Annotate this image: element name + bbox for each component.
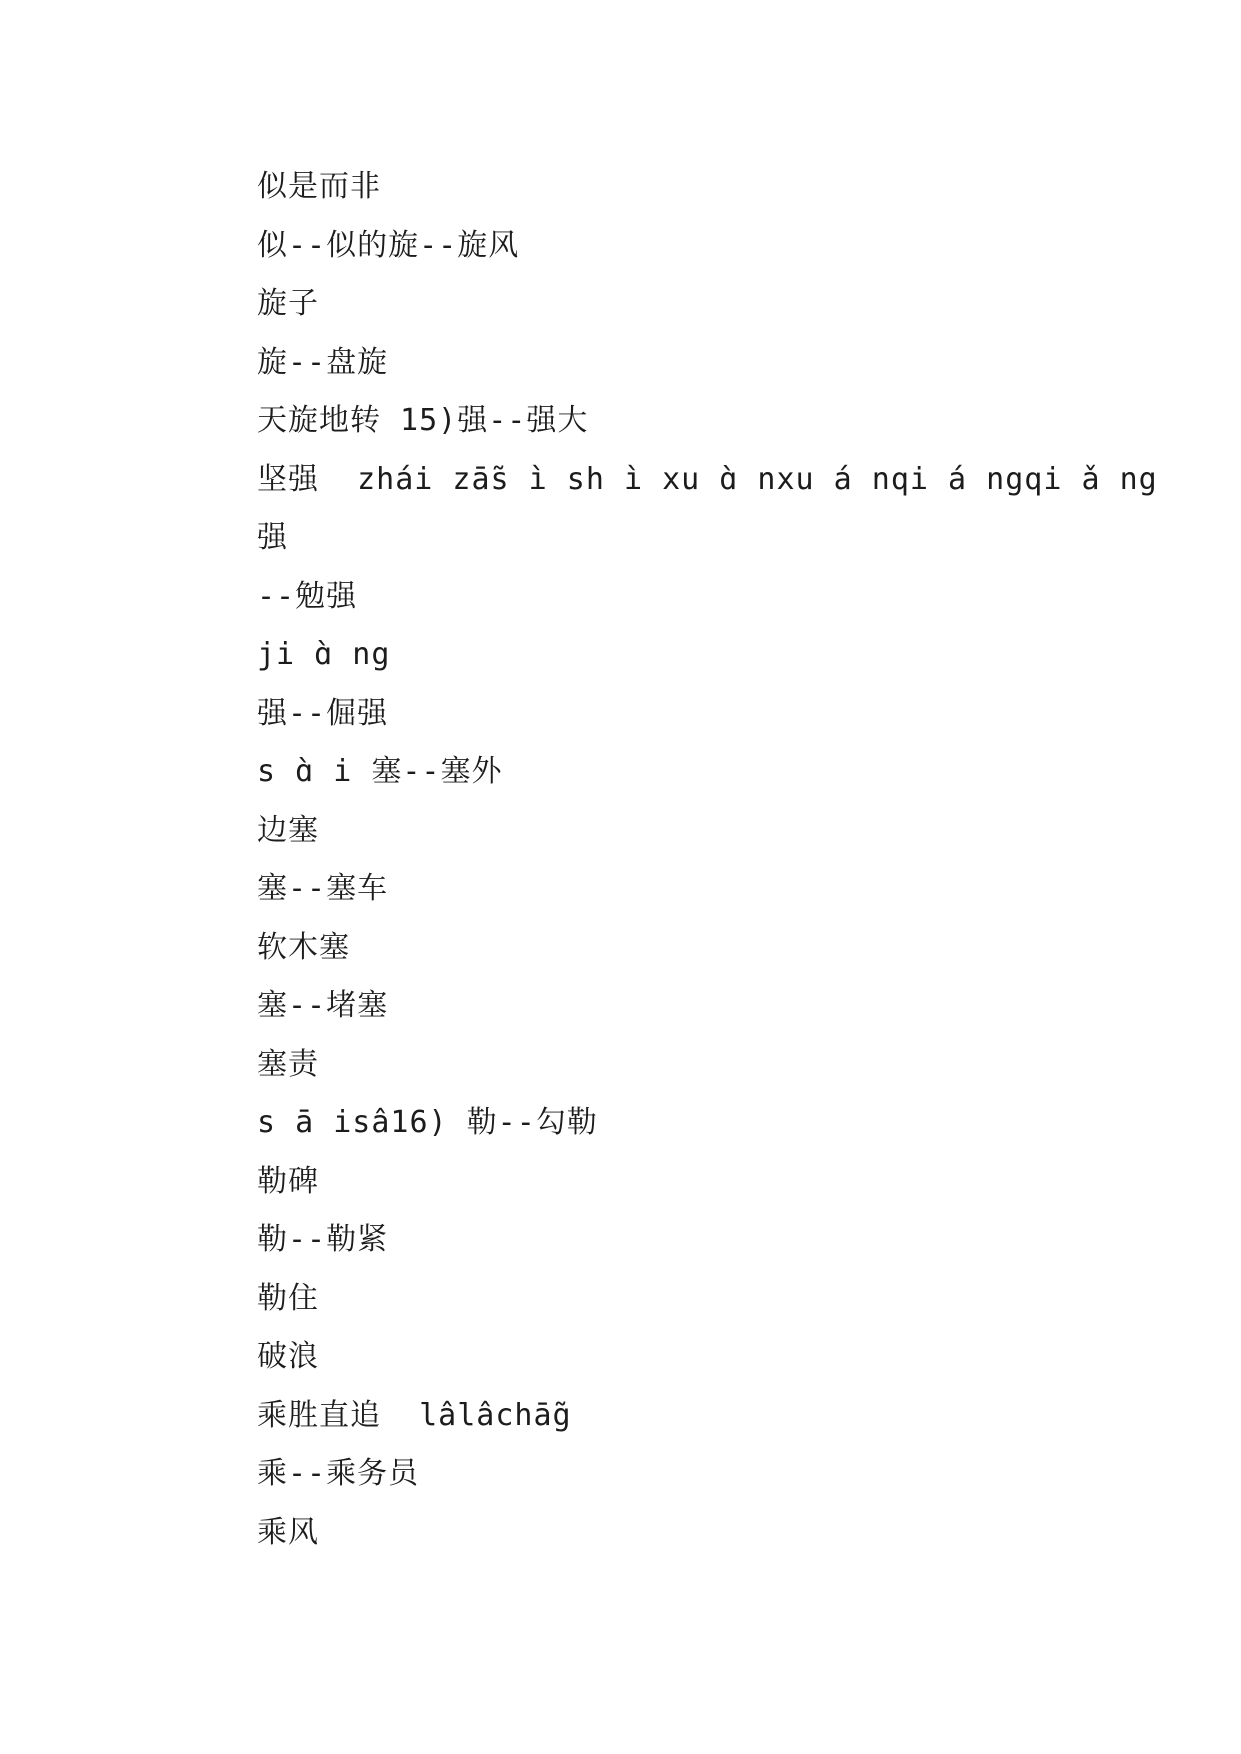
text-line: 软木塞	[257, 929, 350, 965]
text-line: 坚强 zhái zā̃s ì sh ì xu ɑ̀ nxu á nqi á ngqi ǎ ng	[257, 461, 1158, 497]
text-line: 乘风	[257, 1514, 319, 1550]
text-line: 破浪	[257, 1339, 319, 1374]
text-line: s ɑ̀ i 塞--塞外	[257, 754, 503, 789]
text-line: 旋--盘旋	[257, 344, 389, 380]
text-line: 乘--乘务员	[257, 1456, 420, 1491]
text-line: 勒住	[257, 1280, 319, 1316]
text-line: ji ɑ̀ ng	[257, 637, 391, 672]
text-line: 强	[257, 520, 288, 555]
text-line: 乘胜直追 lâlâchā̃g	[257, 1397, 572, 1433]
text-line: 旋子	[257, 286, 319, 321]
text-line: 勒--勒紧	[257, 1222, 389, 1257]
text-line: 似--似的旋--旋风	[257, 227, 520, 263]
text-line: 似是而非	[257, 169, 381, 204]
text-line: 塞--塞车	[257, 871, 389, 906]
text-line: 边塞	[257, 812, 319, 848]
text-lines	[257, 158, 1157, 1562]
text-line: 勒碑	[257, 1163, 319, 1199]
text-line: 塞责	[257, 1046, 319, 1082]
text-line: --勉强	[257, 578, 358, 614]
text-line: 强--倔强	[257, 695, 389, 731]
text-line: s ā isâ16) 勒--勾勒	[257, 1105, 598, 1140]
text-line: 天旋地转 15)强--强大	[257, 403, 589, 438]
text-line: 塞--堵塞	[257, 988, 389, 1023]
